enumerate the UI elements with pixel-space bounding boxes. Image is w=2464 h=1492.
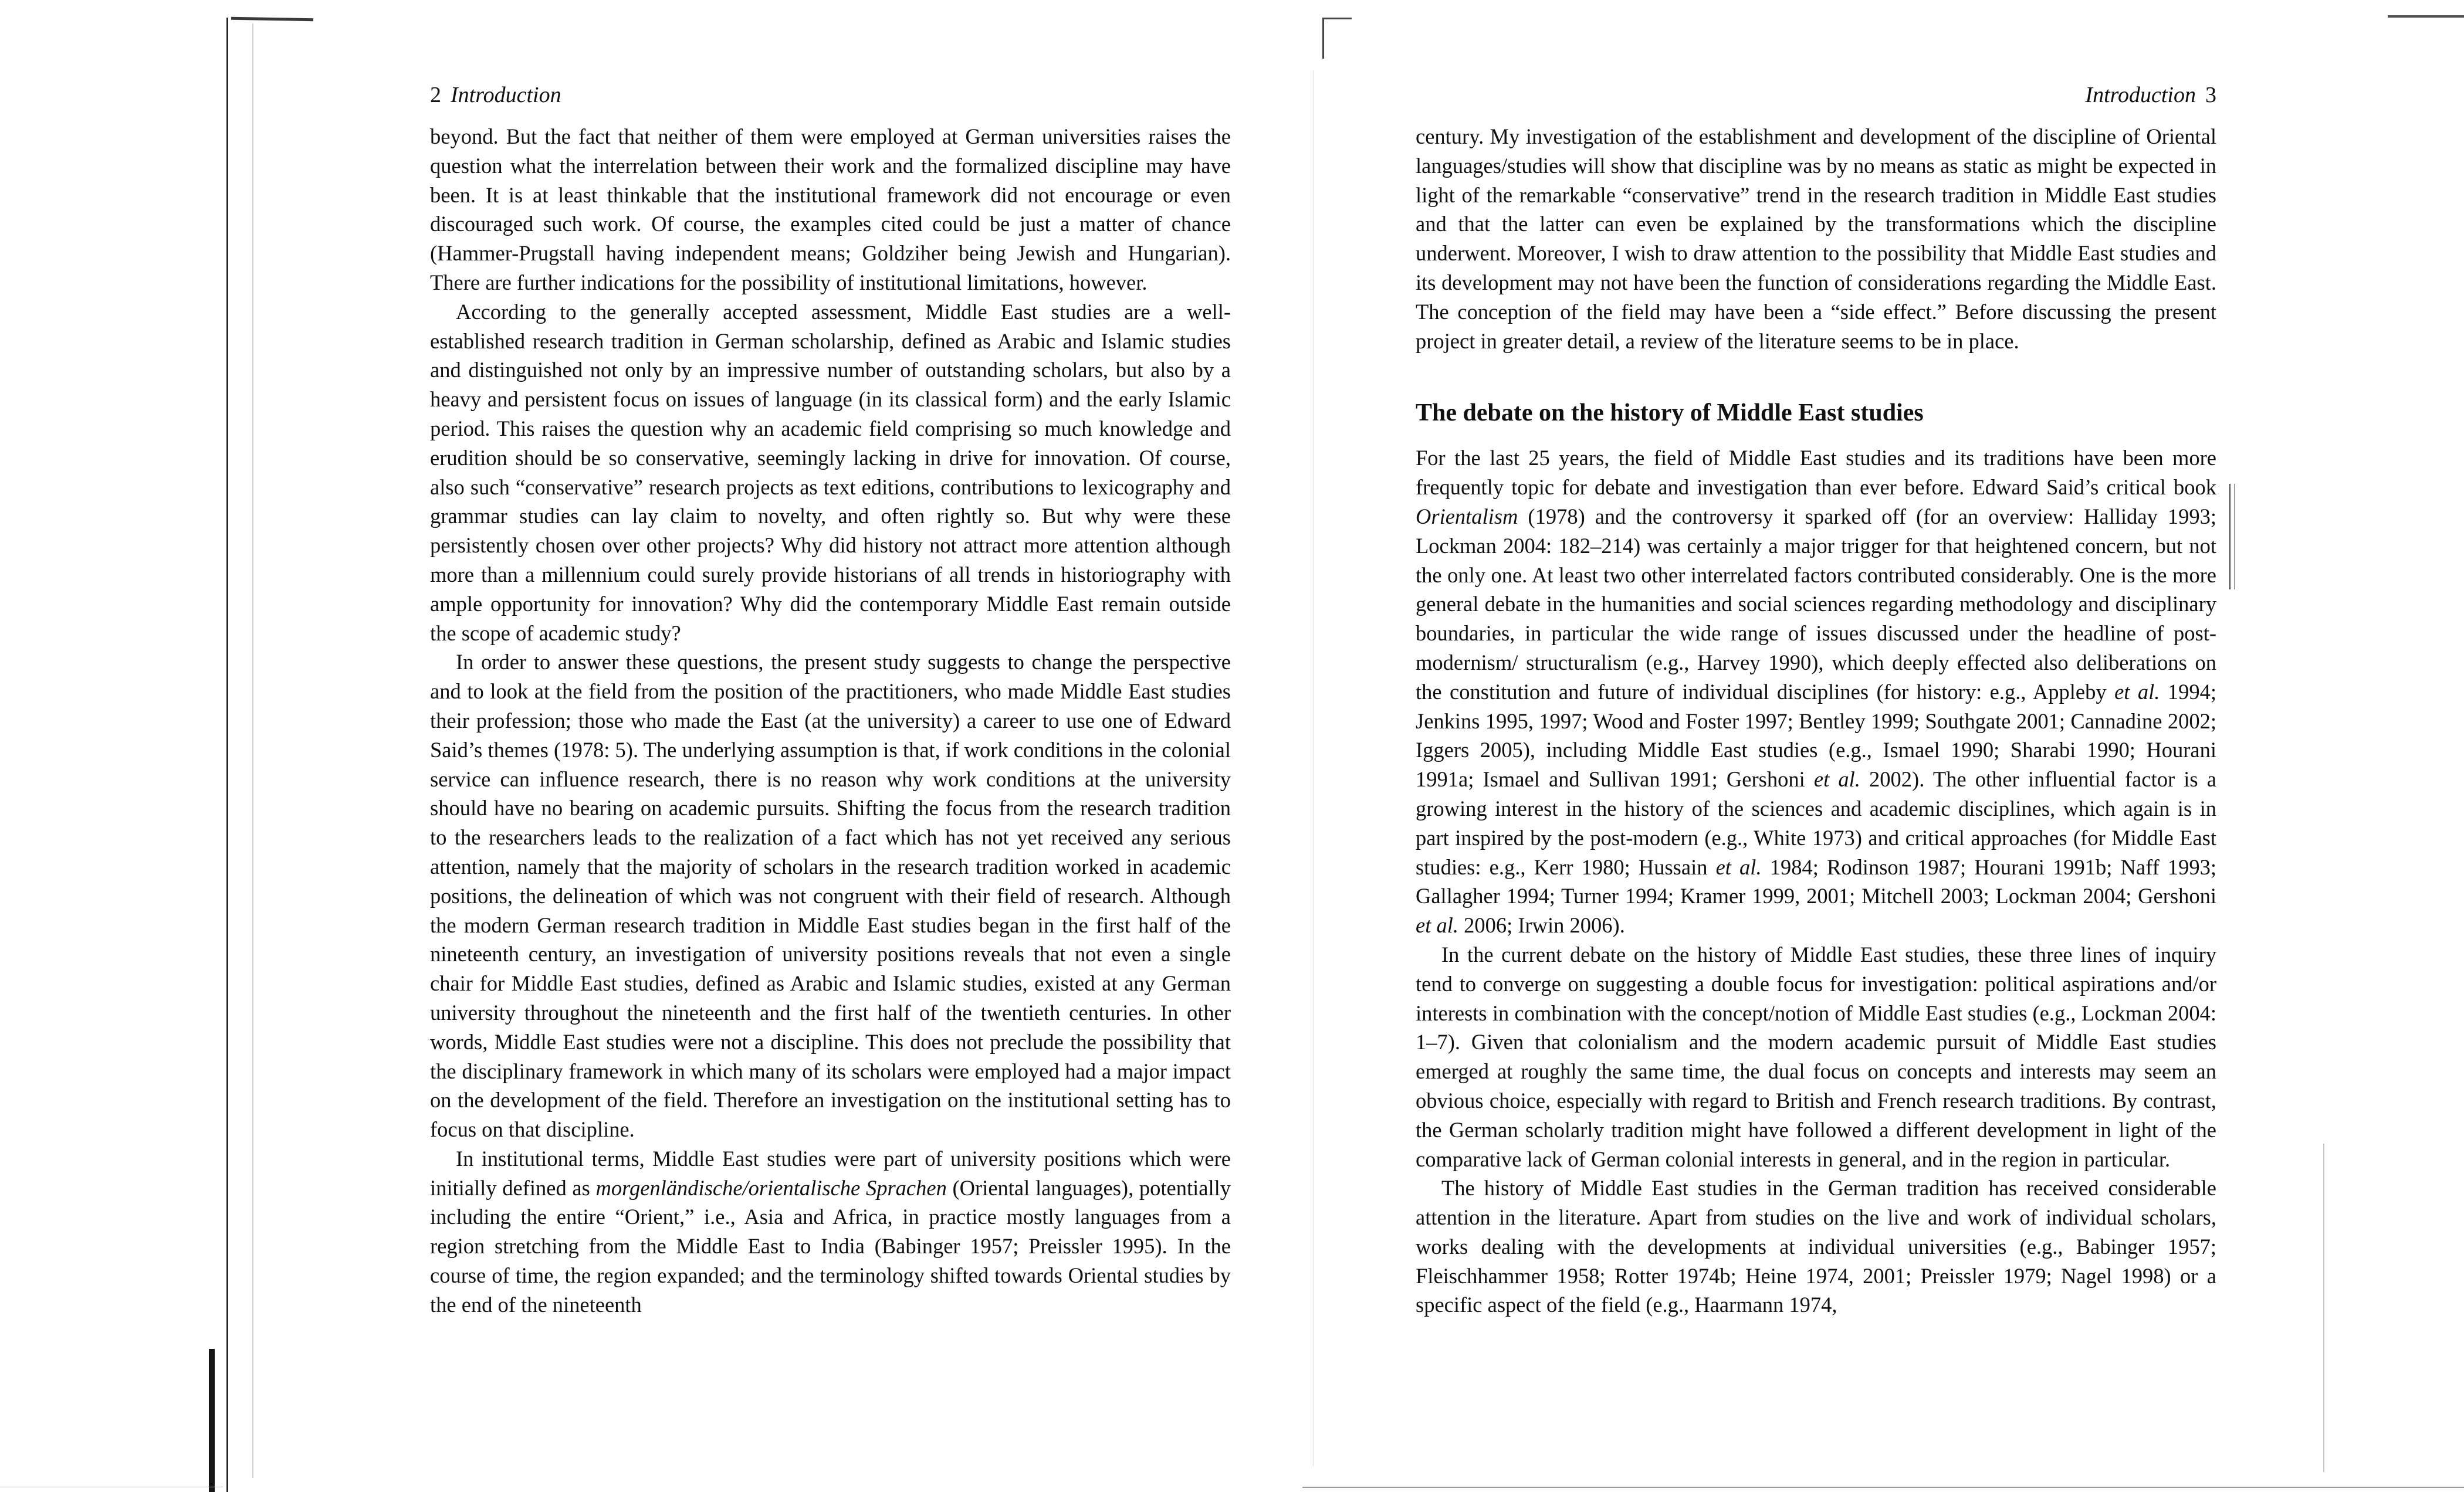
margin-pencil-mark <box>2229 484 2235 589</box>
left-page-faint-edge <box>252 23 253 1478</box>
left-page-number: 2 <box>430 83 441 107</box>
right-paragraph-2-italic-5: et al. <box>1416 913 1458 938</box>
left-paragraph-4-text-a: In institutional terms, Middle East studies were part of university positions which were initially defined as <box>430 1146 1231 1200</box>
left-edge-shadow <box>209 1349 215 1492</box>
left-page-top-edge <box>231 17 313 21</box>
bottom-page-edge <box>1302 1487 2464 1488</box>
right-running-head <box>1416 81 2216 110</box>
right-paragraph-3: In the current debate on the history of Middle East studies, these three lines of inquiry tend to converge on suggesting a double focus for investigation: political aspirations and/or interests in combination with the concept/notion of Middle East studies (e.g., Lockman 2004: 1–7). Given that colonialism and the modern academic pursuit of Middle East studies emerged at roughly the same time, the dual focus on concepts and interests may seem an obvious choice, especially with regard to British and French research traditions. By contrast, the German scholarly tradition might have followed a different development in light of the comparative lack of German colonial interests in general, and in the region in particular. <box>1416 942 2216 1171</box>
right-body-text <box>1416 122 2216 1320</box>
left-running-head-title: Introduction <box>451 83 561 107</box>
right-page-top-edge <box>2388 15 2464 18</box>
gutter-corner-horizontal <box>1322 18 1352 19</box>
gutter-corner-vertical <box>1322 18 1324 59</box>
right-running-head-title: Introduction <box>2085 83 2196 107</box>
right-paragraph-2 <box>1416 443 2216 940</box>
left-body-text <box>430 122 1231 1320</box>
right-paragraph-2-text-6: 2006; Irwin 2006). <box>1458 913 1625 938</box>
left-paragraph-3: In order to answer these questions, the present study suggests to change the perspective and to look at the field from the position of the practitioners, who made Middle East studies their profession; those who made the East (at the university) a career to use one of Edward Said’s themes (1978: 5). The underlying assumption is that, if work conditions in the colonial service can influence research, there is no reason why work conditions at the university should have no bearing on academic pursuits. Shifting the focus from the research tradition to the researchers leads to the realization of a fact which has not yet received any serious attention, namely that the majority of scholars in the research tradition worked in academic positions, the delineation of which was not congruent with their field of research. Although the modern German research tradition in Middle East studies began in the first half of the nineteenth century, an investigation of university positions reveals that not even a single chair for Middle East studies, defined as Arabic and Islamic studies, existed at any German university throughout the nineteenth and the first half of the twentieth centuries. In other words, Middle East studies were not a discipline. This does not preclude the possibility that the disciplinary framework in which many of its scholars were employed had a major impact on the development of the field. Therefore an investigation on the institutional setting has to focus on that discipline. <box>430 650 1231 1142</box>
right-page-faint-edge <box>2323 1144 2324 1472</box>
left-paragraph-4 <box>430 1144 1231 1320</box>
right-paragraph-2-italic-3: et al. <box>1813 767 1860 792</box>
right-page-number: 3 <box>2205 83 2216 107</box>
right-paragraph-2-italic-2: et al. <box>2114 679 2160 704</box>
right-paragraph-1: century. My investigation of the establishment and development of the discipline of Oriental languages/studies will show that discipline was by no means as static as might be expected in light of the remarkable “conservative” trend in the research tradition in Middle East studies and that the latter can even be explained by the transformations which the discipline underwent. Moreover, I wish to draw attention to the possibility that Middle East studies and its development may not have been the function of considerations regarding the Middle East. The conception of the field may have been a “side effect.” Before discussing the present project in greater detail, a review of the literature seems to be in place. <box>1416 124 2216 353</box>
left-paragraph-4-text-b: (Oriental languages), potentially including the entire “Orient,” i.e., Asia and Africa, in practice mostly languages from a region stretching from the Middle East to India (Babinger 1957; Preissler 1995). In the course of time, the region expanded; and the terminology shifted towards Oriental studies by the end of the nineteenth <box>430 1175 1231 1317</box>
left-paragraph-2: According to the generally accepted assessment, Middle East studies are a well-established research tradition in German scholarship, defined as Arabic and Islamic studies and distinguished not only by an impressive number of outstanding scholars, but also by a heavy and persistent focus on issues of language (in its classical form) and the early Islamic period. This raises the question why an academic field comprising so much knowledge and erudition should be so conservative, seemingly lacking in drive for innovation. Of course, also such “conservative” research projects as text editions, contributions to lexicography and grammar studies can lay claim to novelty, and often rightly so. But why were these persistently chosen over other projects? Why did history not attract more attention although more than a millennium could surely provide historians of all trends in historiography with ample opportunity for innovation? Why did the contemporary Middle East remain outside the scope of academic study? <box>430 299 1231 645</box>
left-running-head <box>430 81 1231 110</box>
right-paragraph-2-text-2: (1978) and the controversy it sparked off (for an overview: Halliday 1993; Lockman 2004: 182–214) was certainly a major trigger for that heightened concern, but not the only one. At least two other interrelated factors contributed considerably. One is the more general debate in the humanities and social sciences regarding methodology and disciplinary boundaries, in particular the wide range of issues discussed under the headline of post-modernism/ structuralism (e.g., Harvey 1990), which deeply effected also deliberations on the constitution and future of individual disciplines (for history: e.g., Appleby <box>1416 504 2216 704</box>
right-page <box>1416 81 2216 1320</box>
left-paragraph-1: beyond. But the fact that neither of them were employed at German universities raises the question what the interrelation between their work and the formalized discipline may have been. It is at least thinkable that the institutional framework did not encourage or even discouraged such work. Of course, the examples cited could be just a matter of chance (Hammer-Prugstall having independent means; Goldziher being Jewish and Hungarian). There are further indications for the possibility of institutional limitations, however. <box>430 124 1231 294</box>
right-paragraph-2-italic-1: Orientalism <box>1416 504 1518 528</box>
left-binding-shadow <box>226 18 228 1492</box>
right-paragraph-2-italic-4: et al. <box>1715 854 1762 879</box>
right-paragraph-2-text-3: 1994; Jenkins 1995, 1997; Wood and Foster 1997; Bentley 1999; Southgate 2001; Cannadine 2002; Iggers 2005), including Middle East studies (e.g., Ismael 1990; Sharabi 1990; Hourani 1991a; Ismael and Sullivan 1991; Gershoni <box>1416 679 2216 792</box>
section-heading: The debate on the history of Middle East studies <box>1416 399 1924 427</box>
right-paragraph-4: The history of Middle East studies in the German tradition has received considerable attention in the literature. Apart from studies on the live and work of individual scholars, works dealing with the developments at individual universities (e.g., Babinger 1957; Fleischhammer 1958; Rotter 1974b; Heine 1974, 2001; Preissler 1979; Nagel 1998) or a specific aspect of the field (e.g., Haarmann 1974, <box>1416 1176 2216 1317</box>
left-paragraph-4-italic: morgenländische/orientalische Sprachen <box>595 1175 947 1200</box>
right-paragraph-2-text-5: 1984; Rodinson 1987; Hourani 1991b; Naff 1993; Gallagher 1994; Turner 1994; Kramer 1999, 2001; Mitchell 2003; Lockman 2004; Gershoni <box>1416 854 2216 908</box>
right-paragraph-2-text-4: 2002). The other influential factor is a growing interest in the history of the sciences and academic disciplines, which again is in part inspired by the post-modern (e.g., White 1973) and critical approaches (for Middle East studies: e.g., Kerr 1980; Hussain <box>1416 767 2216 879</box>
left-page <box>430 81 1231 1320</box>
gutter-faint-line <box>1313 70 1314 1466</box>
right-paragraph-2-text-1: For the last 25 years, the field of Middle East studies and its traditions have been more frequently topic for debate and investigation than ever before. Edward Said’s critical book <box>1416 446 2216 500</box>
